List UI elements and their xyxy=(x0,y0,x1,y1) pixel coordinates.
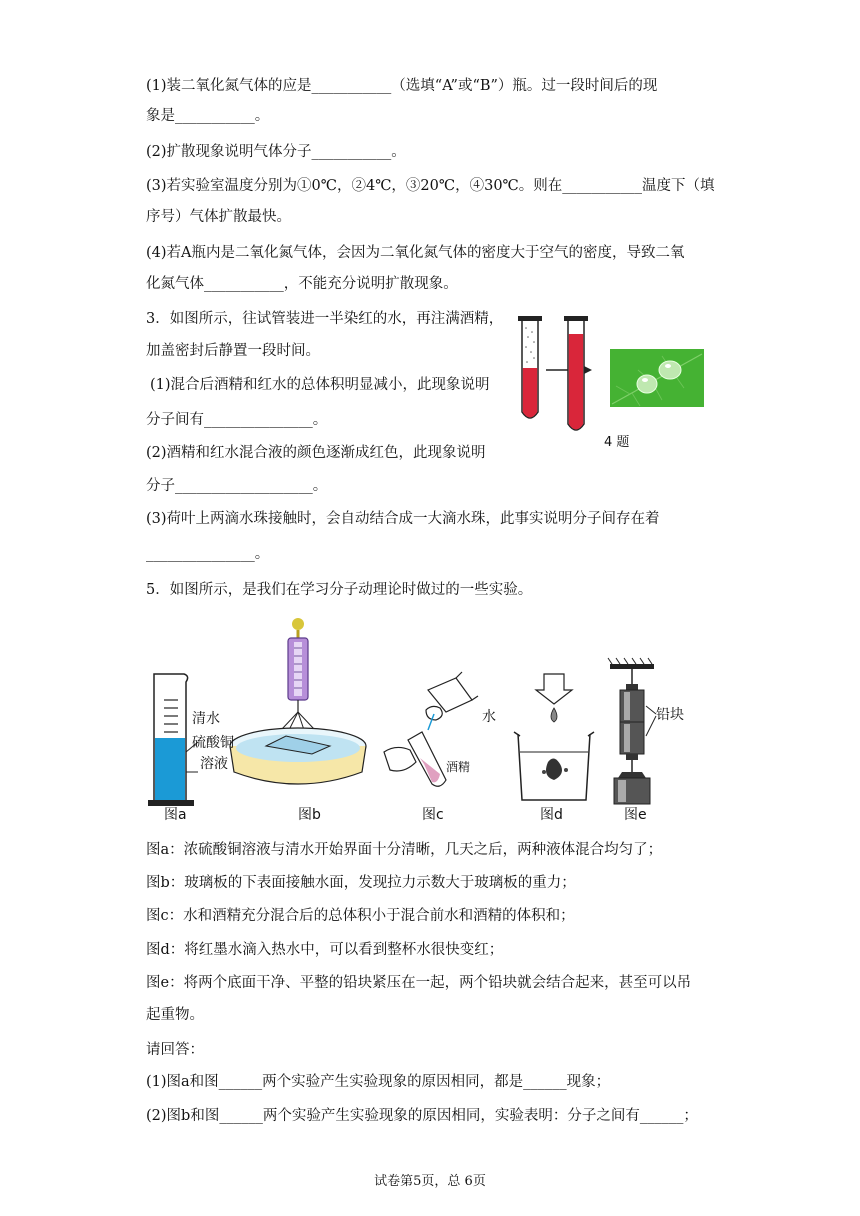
caption-e: 图e xyxy=(624,807,647,823)
caption-b: 图b xyxy=(298,807,321,823)
figure-a-cylinder xyxy=(148,674,198,806)
line-7: 化氮气体___________，不能充分说明扩散现象。 xyxy=(146,276,458,292)
line-21: 图e：将两个底面干净、平整的铅块紧压在一起，两个铅块就会结合起来，甚至可以吊 xyxy=(146,975,692,991)
figure-b-spring-scale xyxy=(230,618,366,784)
page-footer: 试卷第5页，总 6页 xyxy=(374,1174,486,1189)
figure-molecular-experiments xyxy=(140,612,720,824)
label-cuso4-1: 硫酸铜 xyxy=(192,735,234,751)
line-23: 请回答： xyxy=(146,1042,204,1058)
figure-d-beaker xyxy=(514,674,594,800)
line-11: 分子间有_______________。 xyxy=(146,412,328,428)
line-24: (1)图a和图______两个实验产生实验现象的原因相同，都是______现象； xyxy=(146,1074,611,1090)
line-9: 加盖密封后静置一段时间。 xyxy=(146,343,320,359)
experiments-illustration xyxy=(140,612,720,824)
label-cuso4-2: 溶液 xyxy=(200,756,228,772)
label-lead: 铅块 xyxy=(656,707,684,723)
line-16: 5．如图所示，是我们在学习分子动理论时做过的一些实验。 xyxy=(146,582,533,598)
test-tubes-illustration xyxy=(512,314,712,450)
line-19: 图c：水和酒精充分混合后的总体积小于混合前水和酒精的体积和； xyxy=(146,908,575,924)
label-clear-water: 清水 xyxy=(192,711,220,727)
figure-e-lead-blocks xyxy=(608,658,656,804)
line-14: (3)荷叶上两滴水珠接触时，会自动结合成一大滴水珠，此事实说明分子间存在着 xyxy=(146,511,660,527)
line-25: (2)图b和图______两个实验产生实验现象的原因相同，实验表明：分子之间有______； xyxy=(146,1108,698,1124)
line-18: 图b：玻璃板的下表面接触水面，发现拉力示数大于玻璃板的重力； xyxy=(146,875,576,891)
line-20: 图d：将红墨水滴入热水中，可以看到整杯水很快变红； xyxy=(146,942,504,958)
line-13: 分子___________________。 xyxy=(146,478,328,494)
line-8: 3．如图所示，往试管装进一半染红的水，再注满酒精， xyxy=(146,311,504,327)
line-2: 象是___________。 xyxy=(146,108,270,124)
line-1: (1)装二氧化氮气体的应是___________（选填“A”或“B”）瓶。过一段时间后的现 xyxy=(146,78,658,94)
line-5: 序号）气体扩散最快。 xyxy=(146,209,291,225)
figure-test-tubes xyxy=(512,314,712,450)
line-6: (4)若A瓶内是二氧化氮气体，会因为二氧化氮气体的密度大于空气的密度，导致二氧 xyxy=(146,245,685,261)
line-22: 起重物。 xyxy=(146,1007,204,1023)
caption-d: 图d xyxy=(540,807,563,823)
line-12: (2)酒精和红水混合液的颜色逐渐成红色，此现象说明 xyxy=(146,445,486,461)
caption-c: 图c xyxy=(422,807,444,823)
line-17: 图a：浓硫酸铜溶液与清水开始界面十分清晰，几天之后，两种液体混合均匀了； xyxy=(146,842,663,858)
line-10: (1)混合后酒精和红水的总体积明显减小，此现象说明 xyxy=(150,377,490,393)
caption-a: 图a xyxy=(164,807,187,823)
line-4: (3)若实验室温度分别为①0℃，②4℃，③20℃，④30℃。则在___________温度下（填 xyxy=(146,178,715,194)
figure-4-caption: 4 题 xyxy=(604,435,630,450)
label-water: 水 xyxy=(482,709,496,725)
label-alcohol: 酒精 xyxy=(446,760,471,774)
line-15: _______________。 xyxy=(146,546,270,562)
line-3: (2)扩散现象说明气体分子___________。 xyxy=(146,144,406,160)
